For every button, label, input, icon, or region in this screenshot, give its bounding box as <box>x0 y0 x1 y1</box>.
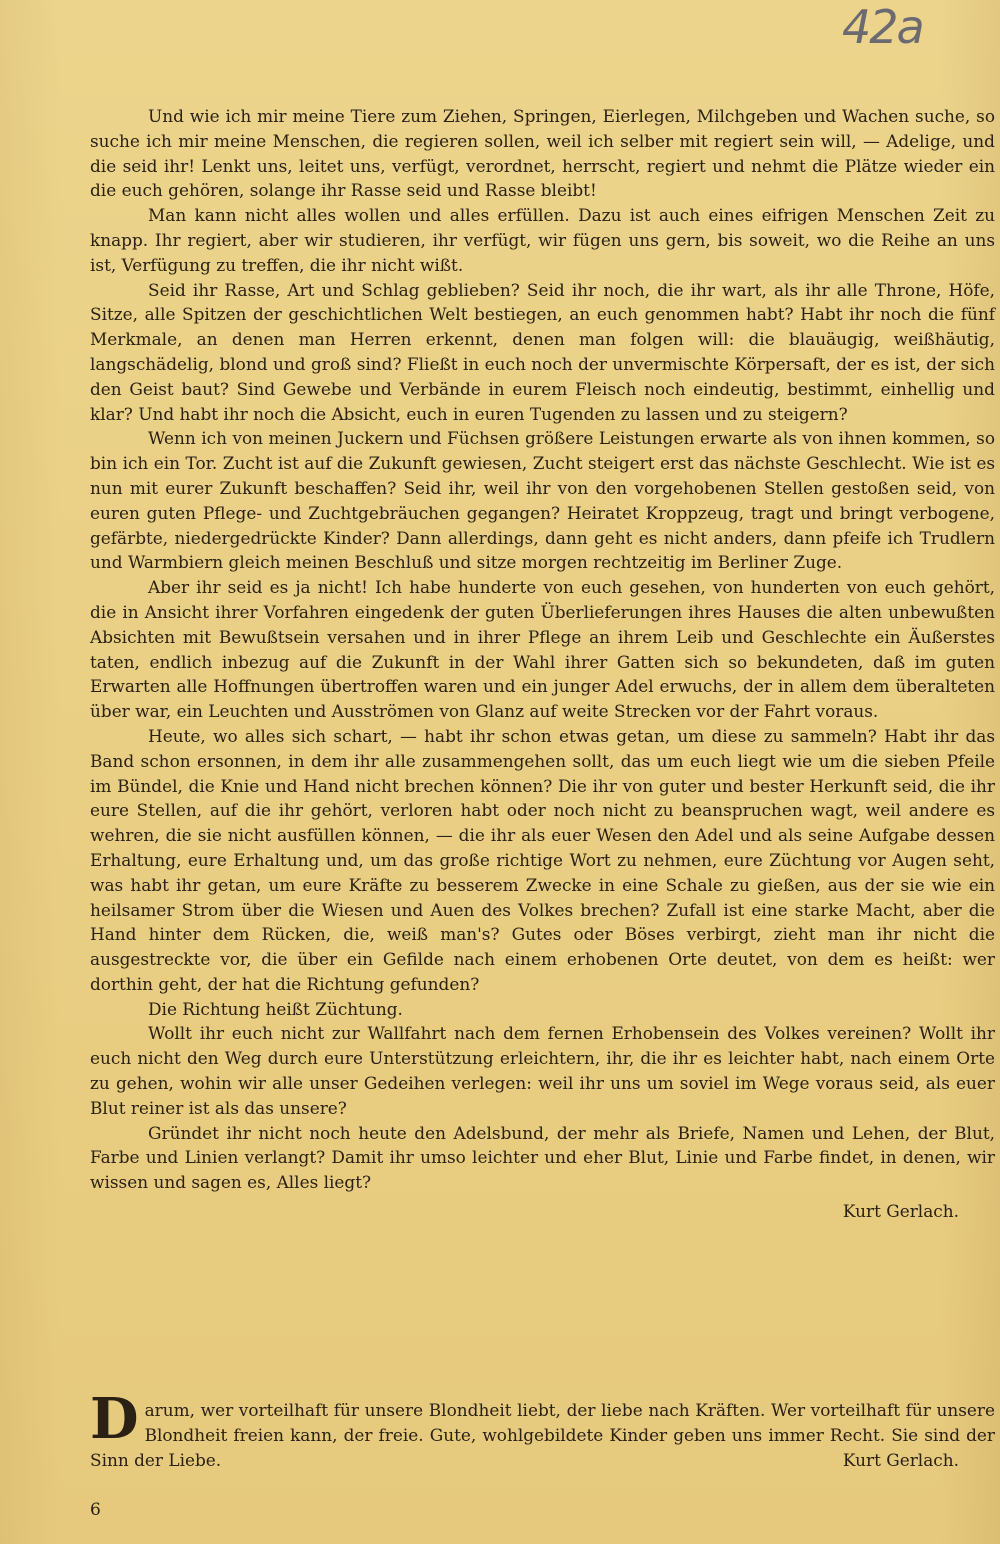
paragraph: Man kann nicht alles wollen und alles erfüllen. Dazu ist auch eines eifrigen Menschen Zeit zu knapp. Ihr regiert, aber wir studieren, ihr verfügt, wir fügen uns gern, bis soweit, wo die Reihe an uns ist, Verfügung zu treffen, die ihr nicht wißt. <box>90 205 995 275</box>
paragraph: Und wie ich mir meine Tiere zum Ziehen, Springen, Eierlegen, Milchgeben und Wachen suche, so suche ich mir meine Menschen, die regieren sollen, weil ich selber mit regiert sein will, — Adelige, und die seid ihr! Lenkt uns, leitet uns, verfügt, verordnet, herrscht, regiert und nehmt die Plätze wieder ein die euch gehören, solange ihr Rasse seid und Rasse bleibt! <box>90 106 995 201</box>
closing-note <box>90 1386 995 1472</box>
paragraph: Die Richtung heißt Züchtung. <box>148 998 403 1019</box>
pencil-annotation: 42a <box>842 0 923 54</box>
closing-text: arum, wer vorteilhaft für unsere Blondheit liebt, der liebe nach Kräften. Wer vorteilhaft für unsere Blondheit freien kann, der freie. Gute, wohlgebildete Kinder geben uns immer Recht. Sie sind der Sinn der Liebe. <box>90 1400 995 1470</box>
page-number: 6 <box>90 1500 101 1520</box>
paragraph: Gründet ihr nicht noch heute den Adelsbund, der mehr als Briefe, Namen und Lehen, der Blut, Farbe und Linien verlangt? Damit ihr umso leichter und eher Blut, Linie und Farbe findet, in denen, wir wissen und sagen es, Alles liegt? <box>90 1122 995 1193</box>
drop-cap: D <box>90 1386 139 1452</box>
paragraph: Wollt ihr euch nicht zur Wallfahrt nach dem fernen Erhobensein des Volkes vereinen? Wollt ihr euch nicht den Weg durch eure Unterstützung erleichtern, ihr, die ihr es leichter habt, nach einem Orte zu gehen, wohin wir alle unser Gedeihen verlegen: weil ihr uns um soviel im Wege voraus seid, als euer Blut reiner ist als das unsere? <box>90 1023 995 1118</box>
paragraph: Wenn ich von meinen Juckern und Füchsen größere Leistungen erwarte als von ihnen kommen, so bin ich ein Tor. Zucht ist auf die Zukunft gewiesen, Zucht steigert erst das nächste Geschlecht. Wie ist es nun mit eurer Zukunft beschaffen? Seid ihr, weil ihr von den vorgehobenen Stellen gestoßen seid, von euren guten Pflege- und Zuchtgebräuchen gegangen? Heiratet Kroppzeug, tragt und bringt verbogene, gefärbte, niedergedrückte Kinder? Dann allerdings, dann geht es nicht anders, dann pfeife ich Trudlern und Warmbiern gleich meinen Beschluß und sitze morgen rechtzeitig im Berliner Zuge. <box>90 428 995 573</box>
article-body <box>90 104 995 1224</box>
paragraph: Seid ihr Rasse, Art und Schlag geblieben? Seid ihr noch, die ihr wart, als ihr alle Throne, Höfe, Sitze, alle Spitzen der geschichtlichen Welt bestiegen, an euch genommen habt? Habt ihr noch die fünf Merkmale, an denen man Herren erkennt, denen man folgen will: die blauäugig, weißhäutig, langschädelig, blond und groß sind? Fließt in euch noch der unvermischte Körpersaft, der es ist, der sich den Geist baut? Sind Gewebe und Verbände in eurem Fleisch noch eindeutig, bestimmt, einhellig und klar? Und habt ihr noch die Absicht, euch in euren Tugenden zu lassen und zu steigern? <box>90 279 995 424</box>
closing-paragraph <box>90 1386 995 1472</box>
paragraph: Aber ihr seid es ja nicht! Ich habe hunderte von euch gesehen, von hunderten von euch gehört, die in Ansicht ihrer Vorfahren eingedenk der guten Überlieferungen ihres Hauses die alten unbewußten Absichten mit Bewußtsein versahen und in ihrer Pflege an ihrem Leib und Geschlechte ein Äußerstes taten, endlich inbezug auf die Zukunft in der Wahl ihrer Gatten sich so bekundeten, daß im guten Erwarten alle Hoffnungen übertroffen waren und ein junger Adel erwuchs, der in allem dem überalteten über war, ein Leuchten und Ausströmen von Glanz auf weite Strecken vor der Fahrt voraus. <box>90 577 995 722</box>
paragraph: Heute, wo alles sich schart, — habt ihr schon etwas getan, um diese zu sammeln? Habt ihr das Band schon ersonnen, in dem ihr alle zusammengehen sollt, das um euch liegt wie um die sieben Pfeile im Bündel, die Knie und Hand nicht brechen können? Die ihr von guter und bester Herkunft seid, die ihr eure Stellen, auf die ihr gehört, verloren habt oder noch nicht zu beanspruchen wagt, weil andere es wehren, die sie nicht ausfüllen können, — die ihr als euer Wesen den Adel und als seine Aufgabe dessen Erhaltung, eure Erhaltung und, um das große richtige Wort zu nehmen, eure Züchtung vor Augen seht, was habt ihr getan, um eure Kräfte zu besserem Zwecke in eine Schale zu gießen, aus der sie wie ein heilsamer Strom über die Wiesen und Auen des Volkes brechen? Zufall ist eine starke Macht, aber die Hand hinter dem Rücken, die, weiß man's? Gutes oder Böses verbirgt, zieht man ihr nicht die ausgestreckte vor, die über ein Gefilde nach einem erhobenen Orte deutet, von dem es heißt: wer dorthin geht, der hat die Richtung gefunden? <box>90 725 995 994</box>
author-signature: Kurt Gerlach. <box>842 1201 959 1222</box>
closing-signature: Kurt Gerlach. <box>842 1449 959 1470</box>
